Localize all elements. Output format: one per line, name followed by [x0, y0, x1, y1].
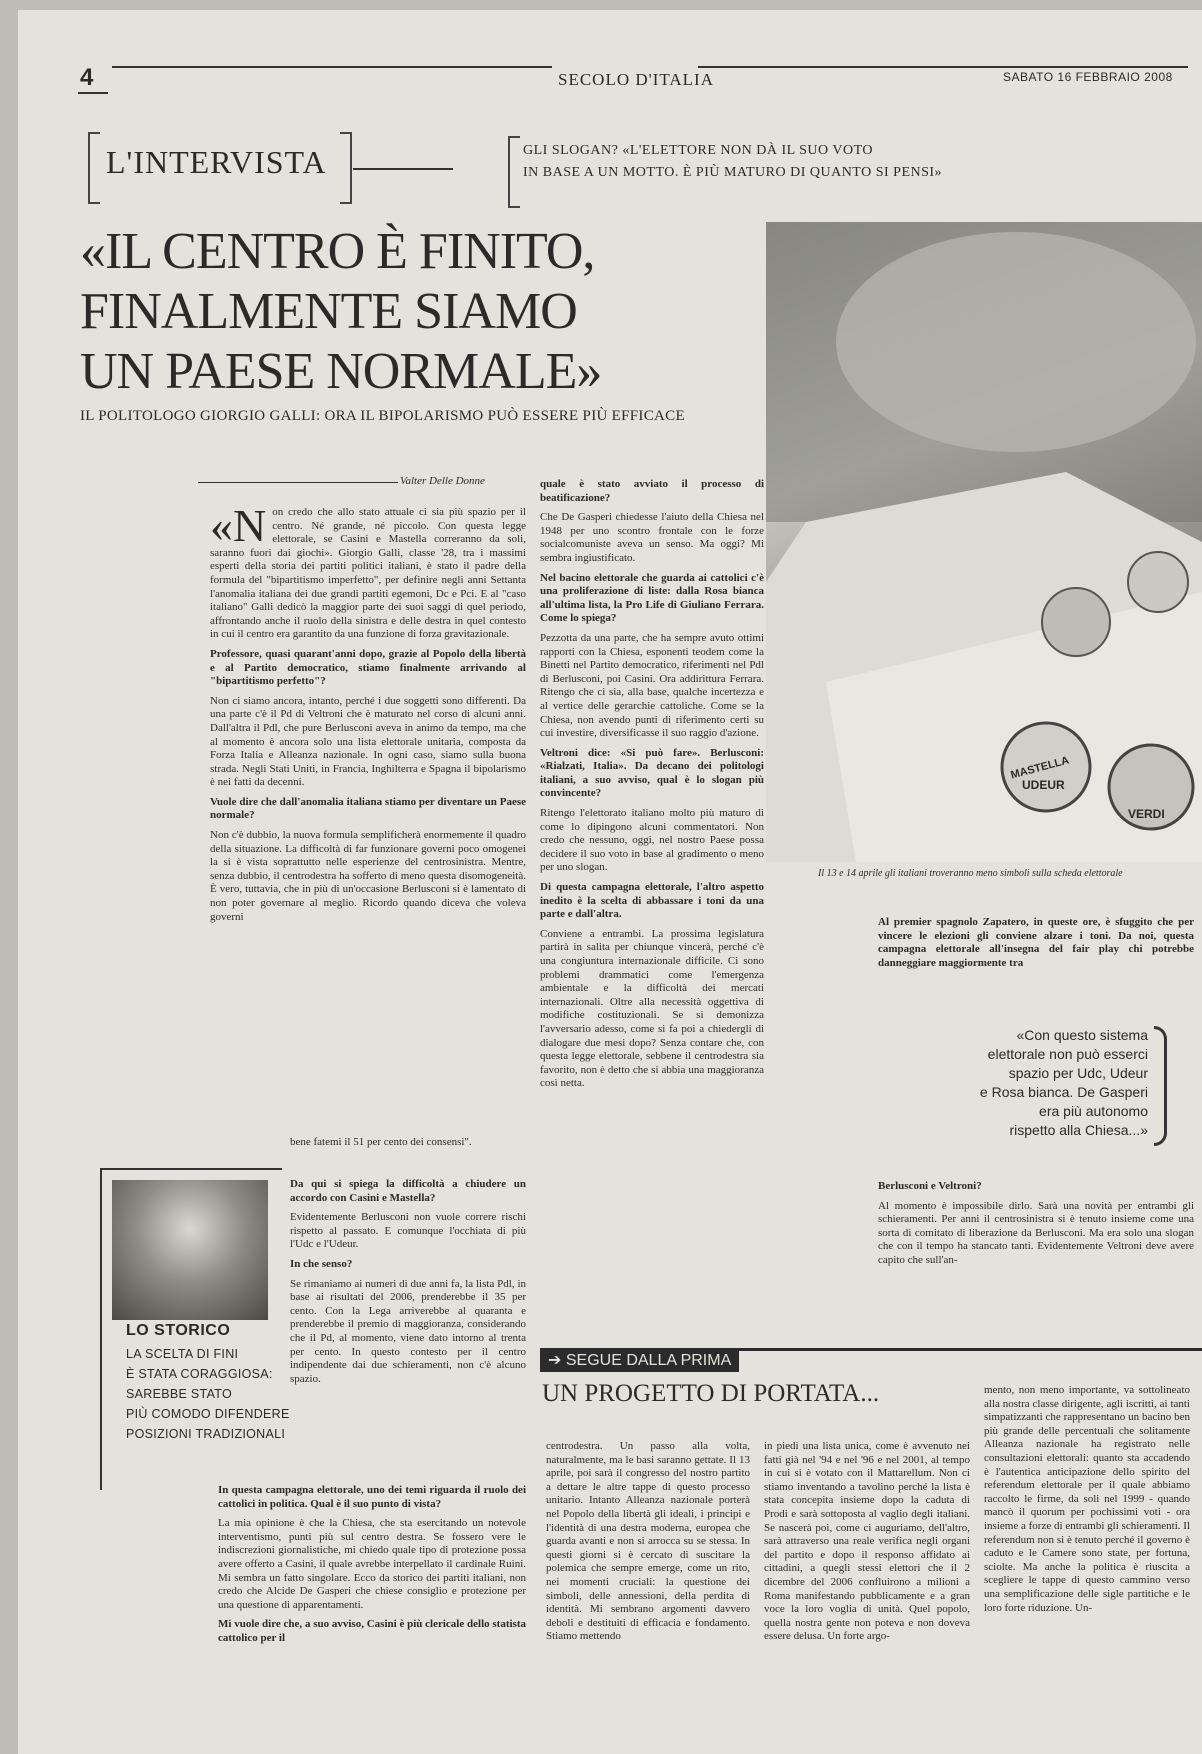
question-3: Da qui si spiega la difficoltà a chiudere un accordo con Casini e Mastella?: [290, 1178, 526, 1204]
col2-question-4: Di questa campagna elettorale, l'altro aspetto inedito è la scelta di abbassare i toni da una parte e dall'altra.: [540, 881, 764, 921]
article-column-2: [540, 478, 764, 1097]
pull-quote-line-2: elettorale non può esserci: [987, 1046, 1148, 1062]
storico-line-1: LA SCELTA DI FINI: [126, 1347, 239, 1361]
article-column-1-cont: [290, 1136, 526, 1156]
subheadline: IL POLITOLOGO GIORGIO GALLI: ORA IL BIPOLARISMO PUÒ ESSERE PIÙ EFFICACE: [80, 408, 685, 424]
giorgio-galli-portrait: [112, 1180, 268, 1320]
col2-question-2: Nel bacino elettorale che guarda ai cattolici c'è una proliferazione di liste: dalla Rosa bianca all'ultima lista, la Pro Life di Giuliano Ferrara. Come lo spiega?: [540, 571, 764, 625]
col2-answer-1: Che De Gasperi chiedesse l'aiuto della Chiesa nel 1948 per uno scontro frontale con le forze socialcomuniste aveva un senso. Ma oggi? Mi sembra ingiustificato.: [540, 511, 764, 564]
col2-answer-3: Ritengo l'elettorato italiano molto più maturo di come lo dipingono alcuni commentatori. Non credo che nessuno, oggi, nel nostro Paese possa decidere il suo voto in base al gradimento o meno per uno slogan.: [540, 807, 764, 874]
ballot-photo: [766, 222, 1202, 862]
segue-label-text: SEGUE DALLA PRIMA: [565, 1352, 732, 1369]
col3-question-1-end: Berlusconi e Veltroni?: [878, 1180, 982, 1192]
segue-text-3: mento, non meno importante, va sottolineato alla nostra classe dirigente, agli iscritti, ai tanti simpatizzanti che rappresentano un bacino ben più grande delle percentuali che solitamente Alleanza nazionale ha registrato nelle consultazioni elettorali: quanto sta accadendo è l'autentica anticipazione dello spirito del referendum elettorale per il quale abbiamo raccolto le firme, da soli nel 1999 - quando mancò il quorum per pochissimi voti - ora insieme a forze di entrambi gli schieramenti. Il referendum non si è tenuto perché il governo è caduto e le Camere sono state, per fortuna, sciolte. Ma anche la politica è riuscita a scegliere le tappe di questo cammino verso una semplificazione delle sigle partitiche e le loro forte riduzione. Un-: [984, 1384, 1190, 1614]
newspaper-page: [18, 10, 1202, 1754]
pull-quote-line-6: rispetto alla Chiesa...»: [1009, 1122, 1148, 1138]
slogan-line-2: IN BASE A UN MOTTO. È PIÙ MATURO DI QUANTO SI PENSI»: [523, 165, 943, 180]
segue-column-2: [764, 1440, 970, 1650]
article-column-mid-lower: [218, 1484, 526, 1652]
rubric-bracket-right: [340, 132, 352, 204]
pull-quote: [938, 1026, 1148, 1140]
answer-3: Evidentemente Berlusconi non vuole correre rischi rispetto al passato. E comunque l'occhiata di più l'Udc e l'Udeur.: [290, 1211, 526, 1251]
pull-quote-line-1: «Con questo sistema: [1016, 1027, 1148, 1043]
issue-date: SABATO 16 FEBBRAIO 2008: [1003, 70, 1173, 84]
col3-answer-1: Al momento è impossibile dirlo. Sarà una novità per entrambi gli schieramenti. Per anni il centrosinistra si è tenuto insieme come una sorta di comitato di liberazione da Berlusconi. Ma era solo una slogan che con il tempo ha stancato tanti. Evidentemente Veltroni deve avere capito che sull'an-: [878, 1199, 1194, 1266]
masthead: SECOLO D'ITALIA: [558, 70, 714, 89]
answer-1: Non ci siamo ancora, intanto, perché i due soggetti sono differenti. Da una parte c'è il Pd di Veltroni che è maturato nel corso di alcuni anni. Dall'altra il Pdl, che pure Berlusconi aveva in animo da tempo, ma che al momento è ancora solo una lista elettorale unitaria, composta da Forza Italia e Alleanza nazionale. In ogni caso, siamo sulla buona strada. Negli Stati Uniti, in Francia, Inghilterra e Spagna il bipolarismo è nei fatti da decenni.: [210, 694, 526, 789]
question-6: Mi vuole dire che, a suo avviso, Casini è più clericale dello statista cattolico per il: [218, 1618, 526, 1644]
article-column-1: [210, 500, 526, 930]
pull-quote-line-3: spazio per Udc, Udeur: [1008, 1065, 1148, 1081]
question-1-cont: quale è stato avviato il processo di beatificazione?: [540, 478, 764, 504]
answer-4: Se rimaniamo ai numeri di due anni fa, la lista Pdl, in base ai risultati del 2006, prenderebbe il 35 per cento. Con la Lega arriverebbe al quaranta e prenderebbe il premio di maggioranza, considerando che il Pd, al momento, viene dato intorno al trenta per cento. In questo contesto per il centro indipendente dai due schieramenti, non c'è alcuno spazio.: [290, 1277, 526, 1385]
article-column-3: [878, 916, 1194, 976]
byline-rule: [198, 482, 398, 483]
rubric-rule: [353, 168, 453, 170]
headline-line-2: FINALMENTE SIAMO: [80, 283, 577, 340]
article-column-3-lower: [878, 1180, 1194, 1274]
question-5: In questa campagna elettorale, uno dei temi riguarda il ruolo dei cattolici in politica. Qual è il suo punto di vista?: [218, 1484, 526, 1510]
question-1: Professore, quasi quarant'anni dopo, grazie al Popolo della libertà e al Partito democratico, stiamo finalmente arrivando al "bipartitismo perfetto"?: [210, 647, 526, 688]
pull-quote-line-5: era più autonomo: [1039, 1103, 1148, 1119]
segue-label: ➔ SEGUE DALLA PRIMA: [540, 1348, 739, 1372]
segue-column-3: [984, 1384, 1190, 1621]
header-rule-right: [698, 66, 1188, 68]
storico-line-3: SAREBBE STATO: [126, 1387, 233, 1401]
storico-line-2: È STATA CORAGGIOSA:: [126, 1367, 273, 1381]
storico-line-5: POSIZIONI TRADIZIONALI: [126, 1427, 286, 1441]
byline: Valter Delle Donne: [400, 475, 485, 487]
slogan-bracket: [508, 136, 520, 208]
answer-2-end: bene fatemi il 51 per cento dei consensi".: [290, 1136, 472, 1148]
udeur-logo-text: UDEUR: [1022, 778, 1065, 792]
headline: [80, 222, 601, 402]
col2-answer-2: Pezzotta da una parte, che ha sempre avuto ottimi rapporti con la Chiesa, esponenti teodem come la Binetti nel Partito democratico, riferimenti nel Pdl di Berlusconi, poi Casini. Ora addirittura Ferrara. Ritengo che ci sia, alla base, qualche incertezza e al vertice delle gerarchie cattoliche. Come se la Chiesa, non avendo punti di riferimento certi su cui investire, diversificasse il suo raggio d'azione.: [540, 631, 764, 740]
pull-quote-line-4: e Rosa bianca. De Gasperi: [979, 1084, 1148, 1100]
answer-5: La mia opinione è che la Chiesa, che sta esercitando un notevole interventismo, punti più sul centro destra. Se fossero vere le indiscrezioni giornalistiche, mi chiedo quale tipo di protezione possa avere offerto a Casini, il quale avrebbe interpellato il cardinale Ruini. Mi sembra un fatto singolare. Ecco da storico dei partiti italiani, non credo che Alcide De Gasperi che chiese consiglio e protezione per una questione di apparentamenti.: [218, 1517, 526, 1611]
lead-text: on credo che allo stato attuale ci sia più spazio per il centro. Né grande, né piccolo. Con questa legge elettorale, se Casini e Mastella correranno da soli, saranno fuori dai giochi». Giorgio Galli, classe '28, tra i massimi esperti della storia dei partiti politici italiani, è stato il padre della formula del "bipartitismo imperfetto", per definire negli anni Settanta l'anomalia italiana dei due grandi partiti egemoni, Dc e Pci. E al "caso italiano" Galli dedicò la maggior parte dei suoi saggi di quel periodo, affrontando anche il ruolo della sinistra e delle destra in quel contesto in cui il centro era garantito da una funzione di forza gravitazionale.: [210, 506, 526, 641]
slogan-kicker: [523, 140, 942, 184]
rubric-bracket-left: [88, 132, 100, 204]
storico-title: LO STORICO: [126, 1322, 231, 1339]
segue-text-1: centrodestra. Un passo alla volta, naturalmente, ma le basi saranno gettate. Il 13 aprile, poi sarà il congresso del nostro partito a dettare le altre tappe di questo processo unitario. Intanto Alleanza nazionale porterà nel Popolo della libertà gli ideali, i principi e l'identità di una destra moderna, europea che guarda avanti e non si arrocca su se stessa. In questi giorni si è cercato di suscitare la polemica che sempre emerge, come un rito, nei momenti cruciali: la questione dei simboli, delle annessioni, della perdita di identità. Mi sembrano argomenti davvero deboli e destituiti di efficacia e fondamento. Stiamo mettendo: [546, 1440, 750, 1643]
storico-line-4: PIÙ COMODO DIFENDERE: [126, 1407, 290, 1421]
headline-line-3: UN PAESE NORMALE»: [80, 343, 602, 400]
page-number: 4: [80, 64, 94, 91]
answer-2: Non c'è dubbio, la nuova formula semplificherà enormemente il quadro della situazione. La difficoltà di far funzionare governi poco omogenei la si è vista soprattutto nelle esperienze del centrosinistra. Mentre, senza dubbio, il centrodestra ha sofferto di meno questa disomogeneità. È vero, tuttavia, che in più di un'occasione Berlusconi si è lamentato di non poter governare al meglio. Ricordo quando diceva che voleva governi: [210, 829, 526, 923]
dropcap: «N: [210, 500, 267, 551]
ballot-photo-art: [766, 222, 1202, 862]
col2-answer-4: Conviene a entrambi. La prossima legislatura partirà in salita per chiunque vincerà, perché c'è una congiuntura internazionale difficile. Ci sono problemi drammatici come l'emergenza ambientale e la difficoltà dei mercati internazionali. Oltre alla necessità oggettiva di modifiche costituzionali. Se si demonizza l'avversario adesso, come si fa poi a chiedergli di dialogare due mesi dopo? Senza contare che, con questa legge elettorale, sebbene il centrodestra sia favorito, non è detto che si abbia una maggioranza così netta.: [540, 927, 764, 1090]
segue-headline: UN PROGETTO DI PORTATA...: [542, 1380, 880, 1407]
headline-line-1: «IL CENTRO È FINITO,: [80, 223, 595, 280]
header-rule: [112, 66, 552, 68]
col2-question-3: Veltroni dice: «Si può fare». Berlusconi: «Rialzati, Italia». Da decano dei politologi italiani, a suo avviso, qual è lo slogan più convincente?: [540, 746, 764, 800]
question-4: In che senso?: [290, 1257, 353, 1270]
segue-text-2: in piedi una lista unica, come è avvenuto nei fatti già nel '94 e nel '96 e nel 2001, al tempo in cui si è votato con il Mattarellum. Non ci stiamo inventando a tavolino perché la lista è stata concepita insieme dopo la caduta di Prodi e sarà sottoposta al vaglio degli italiani. Se nascerà poi, come ci auguriamo, dell'altro, sarà attraverso una reale verifica negli organi del partito e dopo il responso affidato ai cittadini, a quegli stessi elettori che il 2 dicembre del 2006 confluirono a milioni a Roma manifestando pubblicamente e a gran voce la loro voglia di unità. Quel popolo, quella nostra gente non poteva e non doveva essere delusa. Un forte argo-: [764, 1440, 970, 1643]
pull-quote-brace: [1154, 1026, 1167, 1146]
col3-question-1: Al premier spagnolo Zapatero, in queste ore, è sfuggito che per vincere le elezioni gli conviene alzare i toni. Da noi, questa campagna elettorale all'insegna del fair play chi potrebbe danneggiare maggiormente tra: [878, 916, 1194, 969]
header-rule-left: [78, 92, 108, 94]
segue-column-1: [546, 1440, 750, 1650]
photo-caption: Il 13 e 14 aprile gli italiani troveranno meno simboli sulla scheda elettorale: [818, 868, 1123, 879]
slogan-line-1: GLI SLOGAN? «L'ELETTORE NON DÀ IL SUO VOTO: [523, 143, 874, 158]
storico-text: [126, 1344, 290, 1444]
article-column-mid: [290, 1178, 526, 1392]
question-2: Vuole dire che dall'anomalia italiana stiamo per diventare un Paese normale?: [210, 795, 526, 822]
lead-paragraph: [210, 500, 526, 642]
section-rubric: L'INTERVISTA: [106, 144, 327, 180]
mastella-logo-text: MASTELLA: [1009, 754, 1071, 782]
verdi-logo-text: VERDI: [1128, 807, 1165, 821]
